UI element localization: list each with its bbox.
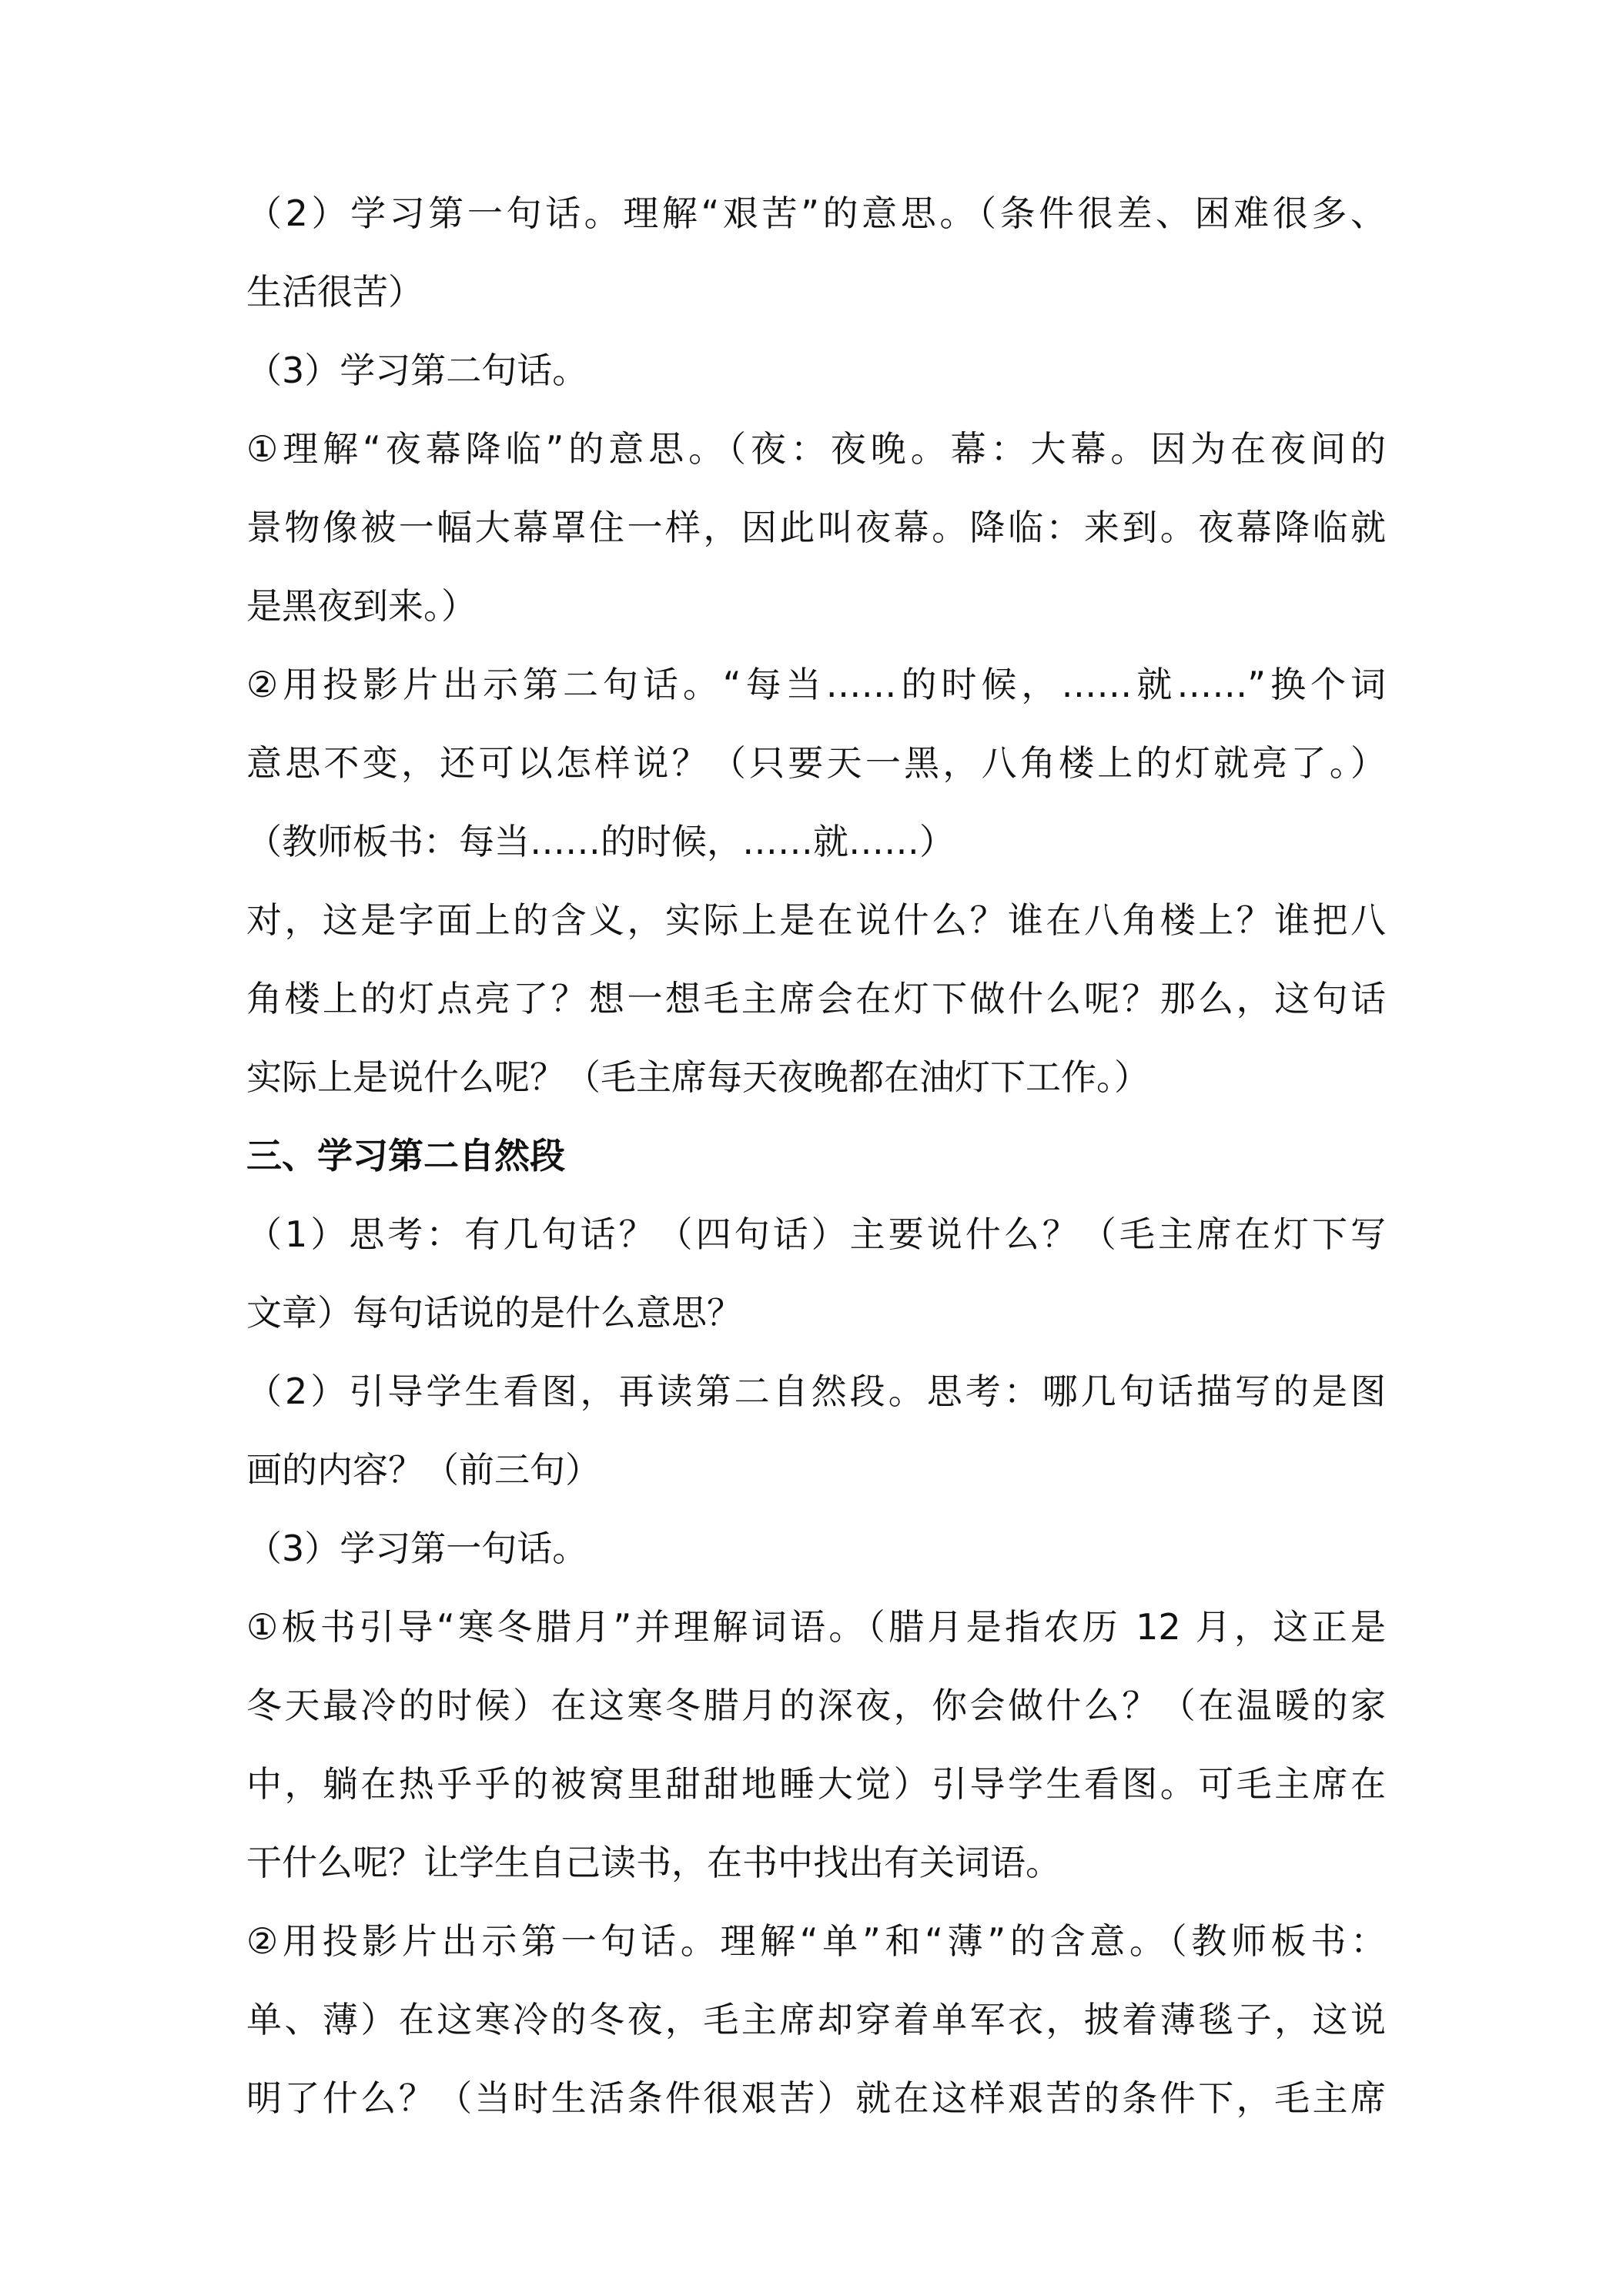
text-line: 意思不变，还可以怎样说？（只要天一黑，八角楼上的灯就亮了。）	[246, 742, 1386, 784]
text-line: ②用投影片出示第二句话。“每当……的时候，……就……”换个词	[246, 664, 1386, 705]
text-line: 实际上是说什么呢？（毛主席每天夜晚都在油灯下工作。）	[246, 1056, 1149, 1098]
text-line: 生活很苦）	[246, 271, 423, 313]
text-line: 对，这是字面上的含义，实际上是在说什么？谁在八角楼上？谁把八	[246, 899, 1386, 941]
text-line: 冬天最冷的时候）在这寒冬腊月的深夜，你会做什么？（在温暖的家	[246, 1685, 1386, 1726]
text-line: （2）学习第一句话。理解“艰苦”的意思。（条件很差、困难很多、	[246, 192, 1386, 234]
text-line: ①板书引导“寒冬腊月”并理解词语。（腊月是指农历 12 月，这正是	[246, 1606, 1386, 1648]
text-line: 画的内容？（前三句）	[246, 1449, 601, 1491]
text-line: （1）思考：有几句话？（四句话）主要说什么？（毛主席在灯下写	[246, 1213, 1386, 1255]
text-line: 单、薄）在这寒冷的冬夜，毛主席却穿着单军衣，披着薄毯子，这说	[246, 1999, 1386, 2040]
text-line: （2）引导学生看图，再读第二自然段。思考：哪几句话描写的是图	[246, 1371, 1386, 1412]
text-line: ②用投影片出示第一句话。理解“单”和“薄”的含意。（教师板书：	[246, 1920, 1386, 1962]
text-line: （3）学习第二句话。	[246, 350, 588, 391]
text-line: 干什么呢？让学生自己读书，在书中找出有关词语。	[246, 1842, 1061, 1883]
text-line: 景物像被一幅大幕罩住一样，因此叫夜幕。降临：来到。夜幕降临就	[246, 507, 1386, 548]
text-line: （3）学习第一句话。	[246, 1528, 588, 1569]
text-line: 中，躺在热乎乎的被窝里甜甜地睡大觉）引导学生看图。可毛主席在	[246, 1763, 1386, 1805]
text-line: （教师板书：每当……的时候，……就……）	[246, 821, 955, 862]
text-line: 是黑夜到来。）	[246, 585, 477, 627]
section-heading: 三、学习第二自然段	[246, 1135, 565, 1176]
text-line: 角楼上的灯点亮了？想一想毛主席会在灯下做什么呢？那么，这句话	[246, 978, 1386, 1019]
text-line: 文章）每句话说的是什么意思？	[246, 1292, 742, 1334]
text-line: 明了什么？（当时生活条件很艰苦）就在这样艰苦的条件下，毛主席	[246, 2077, 1386, 2119]
document-page	[246, 174, 1386, 2137]
text-line: ①理解“夜幕降临”的意思。（夜：夜晚。幕：大幕。因为在夜间的	[246, 428, 1386, 470]
